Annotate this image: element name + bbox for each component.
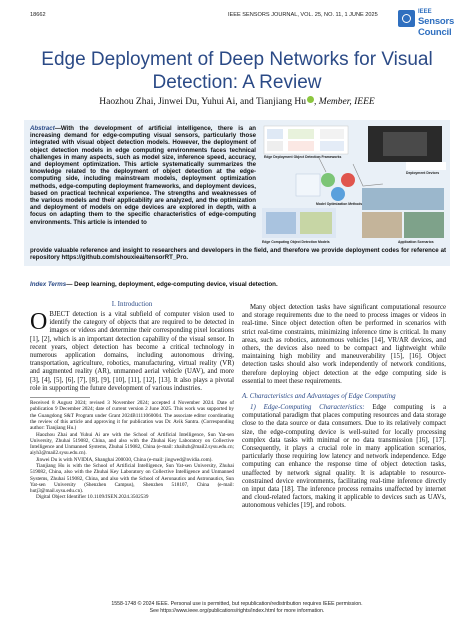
abstract-text — [30, 125, 256, 226]
section-heading-introduction: I. Introduction — [111, 300, 153, 308]
logo-mark-icon — [398, 10, 415, 27]
footnote-doi: Digital Object Identifier 10.1109/JSEN.2024.3502539 — [36, 494, 149, 501]
coreml-logo — [267, 129, 283, 139]
journal-header: IEEE SENSORS JOURNAL, VOL. 25, NO. 11, 1 JUNE 2025 — [228, 12, 378, 18]
dropcap: O — [30, 309, 48, 335]
figure-label-devices: Deployment Devices — [406, 171, 440, 175]
figure-label-scenarios: Application Scenarios — [398, 240, 434, 244]
figure-graphic — [258, 124, 448, 248]
author-list — [30, 96, 444, 107]
paper-title: Edge Deployment of Deep Networks for Visual Detection: A Review — [41, 49, 433, 93]
abstract-label: Abstract — [30, 125, 55, 132]
scenario-photo-2 — [362, 212, 402, 238]
scenario-photo-3 — [404, 212, 444, 238]
figure-label-frameworks: Edge Deployment Object Detection Frameworks — [264, 155, 342, 159]
left-column — [30, 300, 234, 501]
intro-paragraph — [30, 311, 234, 393]
detection-image-2 — [300, 212, 332, 234]
footnote-received: Received 8 August 2024; revised 3 November 2024; accepted 4 November 2024. Date of publication 9 December 2024; date of current version 2 June 2025. This work was supported by the Guangdong S&T Program under Grant 2024B1111060004. The associate editor coordinating the review of this article and approving it for publication was Dr. Avik Santra. (Corresponding author: Tianjiang Hu.) — [30, 400, 234, 432]
footnote-rule — [30, 397, 90, 398]
orcid-icon[interactable] — [307, 96, 314, 103]
abstract-continuation: provide valuable reference and insight to researchers and developers in the field, and therefore we provide deployment codes for reference at repository https://github.com/shouxieai/tensorRT_Pro. — [30, 247, 446, 262]
subsection-heading-a: A. Characteristics and Advantages of Edge Computing — [242, 392, 396, 401]
tnn-logo — [320, 141, 344, 151]
index-terms — [30, 281, 446, 288]
tensorrt-logo — [288, 129, 314, 139]
intro-text: BJECT detection is a vital subfield of computer vision used to identify the category of objects that are required to be detected in images or videos and determine their corresponding pixel locations [1], [2], which is an important detection capability of the visual sensor. In recent years, object detection has become a critical technology in numerous application domains, including autonomous driving, transportation, agriculture, robotics, manufacturing, virtual reality (VR) and augmented reality (AR), unmanned aerial vehicle (UAV), and more [3], [4], [5], [6], [7], [8], [9], [10], [11], [12], [13]. It also plays a pivotal role in supporting the future development of various industries. — [30, 311, 234, 392]
footnote-affil-1: Haozhou Zhai and Yuhui Ai are with the School of Artificial Intelligence, Sun Yat-sen University, Zhuhai 519082, China, and also with the Zhuhai Key Laboratory on Collective Intelligence and Unmanned Systems, Zhuhai 519082, China (e-mail: zhaihzh@mail2.sysu.edu.cn; aiyh3@mail2.sysu.edu.cn). — [30, 431, 234, 457]
model-opt-icon-2 — [341, 173, 355, 187]
copyright-line: 1558-1748 © 2024 IEEE. Personal use is permitted, but republication/redistribution requires IEEE permission. — [111, 601, 363, 607]
device-heatsink — [383, 132, 427, 156]
model-opt-icon-3 — [331, 187, 345, 201]
connector-1 — [353, 164, 383, 186]
right-paragraph-2 — [242, 403, 446, 511]
model-opt-box — [296, 174, 320, 196]
ncnn-logo — [320, 129, 344, 139]
model-opt-icon-1 — [321, 173, 335, 187]
scenario-photo-1 — [362, 188, 444, 210]
figure-label-optimization: Model Optimization Methods — [316, 202, 363, 206]
subsubsection-label: 1) Edge-Computing Characteristics: — [250, 403, 365, 412]
abstract-body: —With the development of artificial intelligence, there is an increasing demand for edge-computing visual sensors, particularly those integrated with visual object detection models. However, the deployment of object detection models in edge computing environments faces technical challenges in many aspects, such as model size, inference speed, accuracy, and deployment optimization. This article systematically summarizes the knowledge related to the deployment of object detection at the edge-computing side, including mainstream models, deployment optimization methods, edge-computing deployment frameworks, and deployment devices, based on practical technical experience. The strengths and weaknesses of the various models and their applicability are analyzed, and the optimization and deployment of models on edge devices are explored in depth, with a focus on adapting them to the specific characteristics of edge-computing environments. This article is intended to — [30, 125, 256, 226]
detection-image-1 — [266, 212, 296, 234]
device-photo-2 — [406, 162, 446, 170]
graphical-abstract-figure — [258, 124, 448, 248]
right-column — [242, 304, 446, 511]
page-number: 18662 — [30, 12, 46, 18]
right-paragraph-1: Many object detection tasks have significant computational resource and storage requirements due to the need to process images or videos in real-time. Since object detection often be performed in scenarios with strict real-time constraints, minimizing inference time is critical. In many areas, such as robotics, autonomous vehicles [14], VR/AR devices, and others, the devices also need to be compact and lightweight while maintaining high mobility and maneuverability [15], [16]. Object detection tasks should also work independently of network conditions, therefore deploying object detection at the edge computing side is essential to meet these requirements. — [242, 304, 446, 385]
logo-text-council: Sensors Council — [418, 16, 455, 38]
figure-label-models: Edge Computing Object Detection Models — [262, 240, 330, 244]
page-footer — [30, 601, 444, 614]
rights-link[interactable]: See https://www.ieee.org/publications/rights/index.html for more information. — [149, 607, 325, 614]
logo-text-ieee: IEEE — [418, 9, 432, 15]
footnote-affil-3: Tianjiang Hu is with the School of Artificial Intelligence, Sun Yat-sen University, Zhuhai 519082, China, also with the Zhuhai Key Laboratory on Collective Intelligence and Unmanned Systems, Zhuhai 519082, China, and also with the School of Aeronautics and Astronautics, Sun Yat-sen University (Shenzhen Campus), Shenzhen 518107, China (e-mail: hutj3@mail.sysu.edu.cn). — [30, 463, 234, 495]
index-terms-label: Index Terms — [30, 281, 67, 288]
author-membership: , Member, IEEE — [314, 97, 375, 107]
openvino-logo — [267, 141, 283, 151]
author-names: Haozhou Zhai, Jinwei Du, Yuhui Ai, and Tianjiang Hu — [99, 97, 307, 107]
index-terms-text: — Deep learning, deployment, edge-computing device, visual detection. — [66, 281, 278, 288]
right-paragraph-2-text: Edge computing is a computational paradigm that places computing resources and data storage close to the data source or data consumers. Due to its relatively compact size, the edge-computing device is well-suited for locally processing complex data tasks with minimal or no data transmission [16], [17]. Consequently, it plays a crucial role in many application scenarios, particularly those requiring low latency and network independence. Edge computing can enhance the response time of object detection tasks, unaffected by network signal quality. It is adaptable to resource-constrained device environments, facilitating real-time inference directly on input data [18]. The inference process remains unaffected by internet and cloud-related factors, making it applicable to devices such as UAVs, autonomous vehicles [19], and robots. — [242, 404, 446, 510]
footnote-affil-2: Jinwei Du is with NVIDIA, Shanghai 200030, China (e-mail: jingwed@nvidia.com). — [36, 456, 213, 463]
mnn-logo — [288, 141, 314, 151]
ieee-sensors-council-logo — [398, 8, 464, 38]
